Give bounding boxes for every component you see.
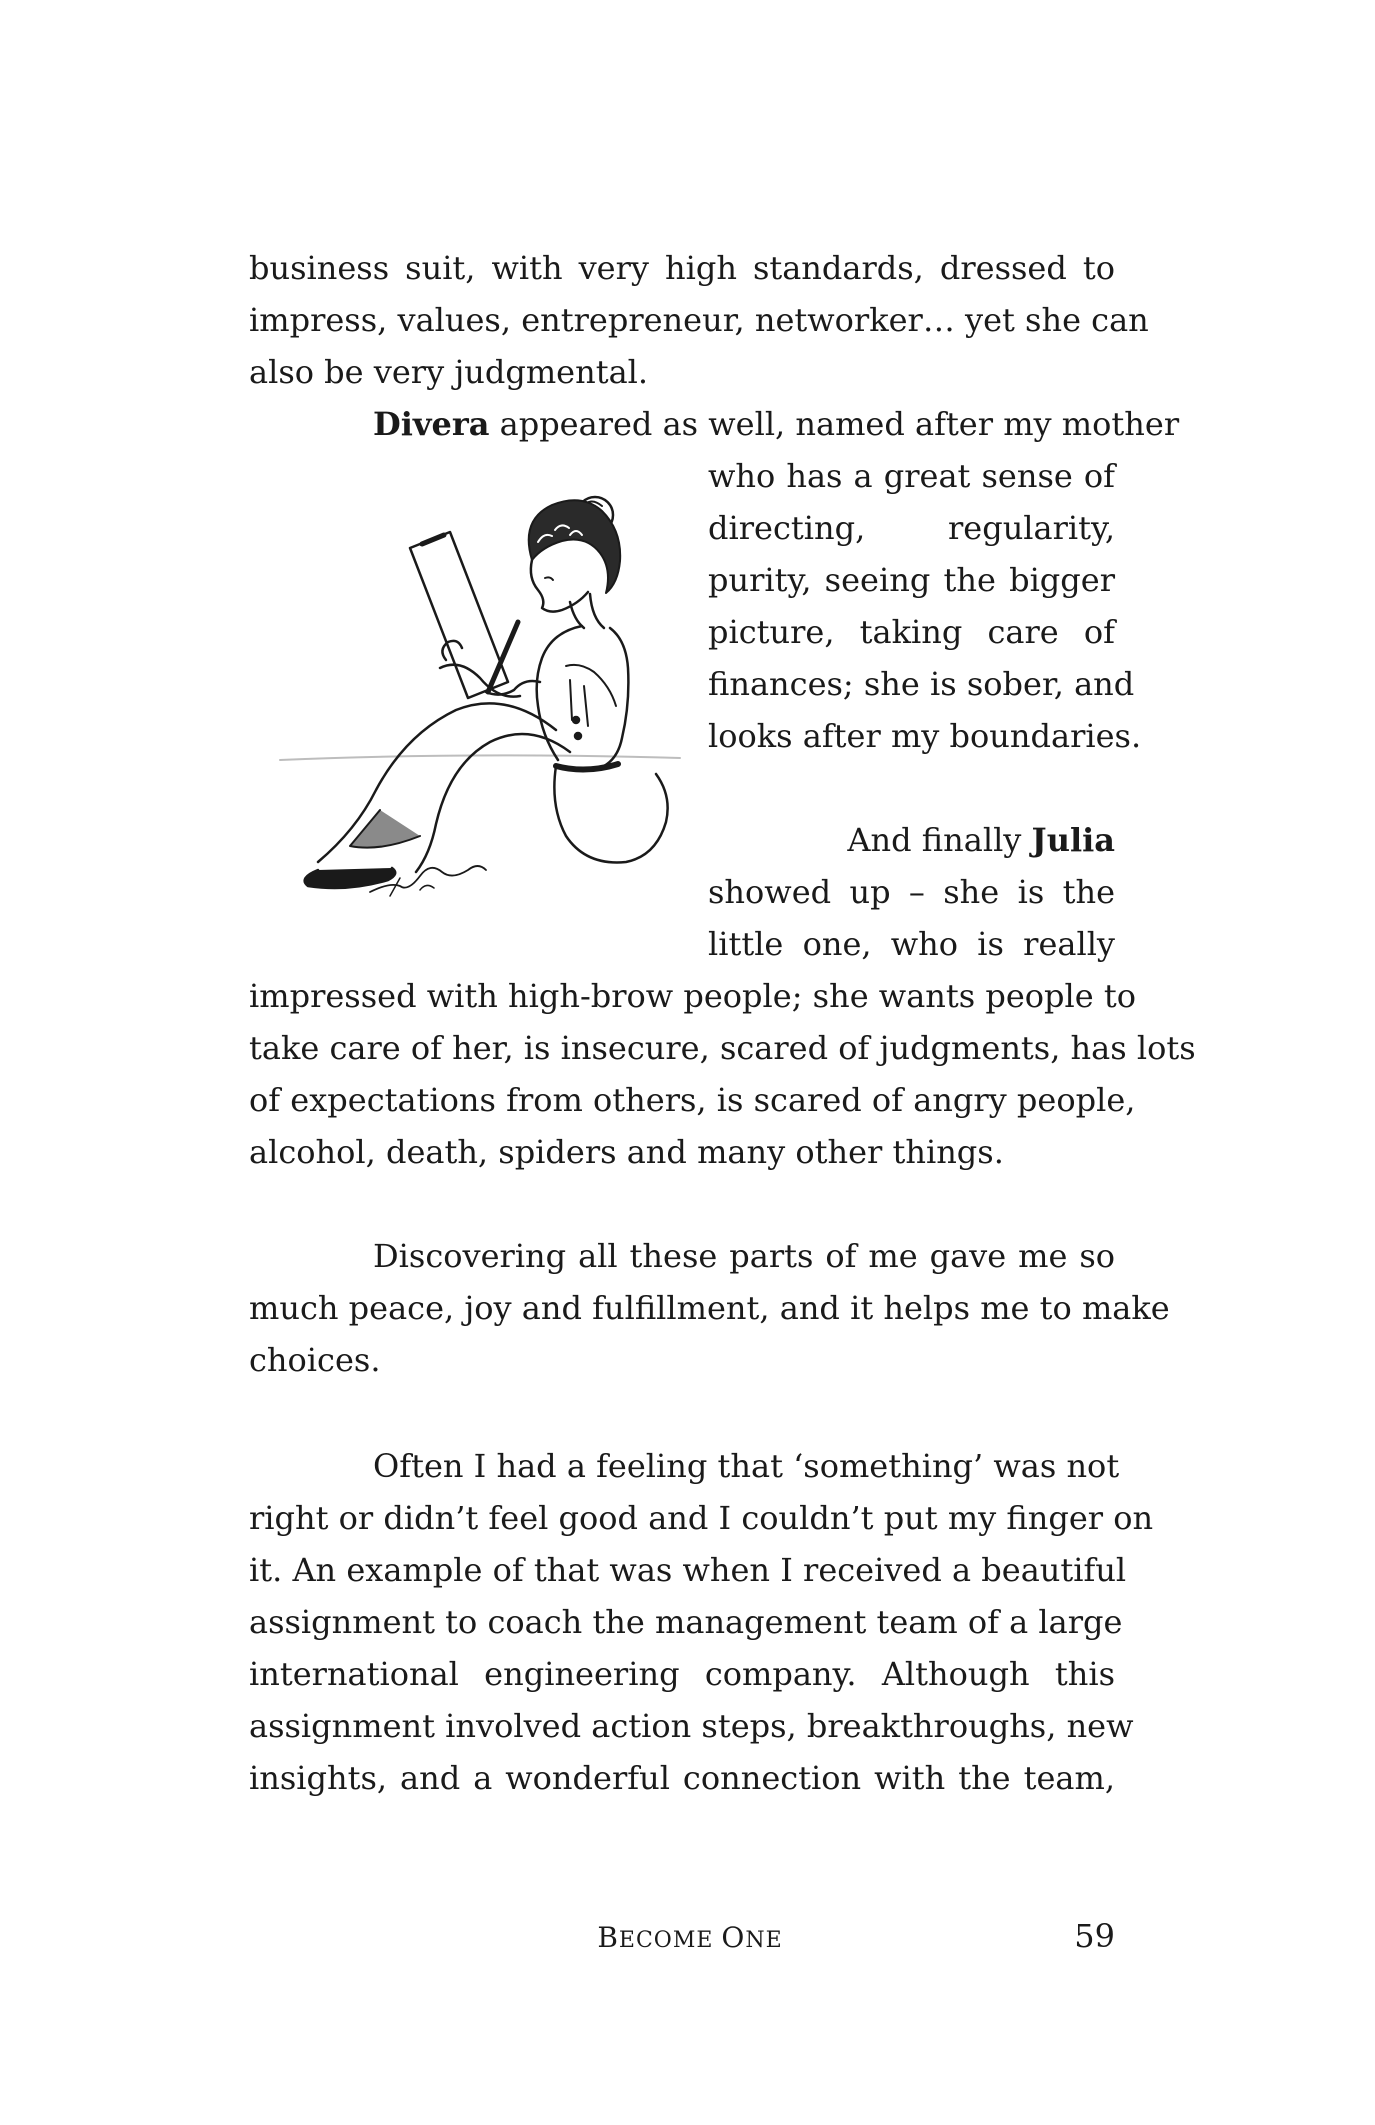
text-line: it. An example of that was when I received a beautiful (249, 1551, 1127, 1589)
text-line: much peace, joy and fulfillment, and it helps me to make (249, 1289, 1170, 1327)
text-fragment: appeared as well, named after my mother (489, 405, 1180, 443)
text-line: directing, regularity, (708, 509, 1115, 547)
text-line: assignment to coach the management team of a large (249, 1603, 1123, 1641)
text-line: insights, and a wonderful connection with the team, (249, 1759, 1115, 1797)
text-line: little one, who is really (708, 925, 1115, 963)
text-line: alcohol, death, spiders and many other things. (249, 1133, 1004, 1171)
character-name-julia: Julia (1031, 821, 1115, 859)
text-line: also be very judgmental. (249, 353, 649, 391)
text-line: of expectations from others, is scared of angry people, (249, 1081, 1136, 1119)
page-number: 59 (1074, 1917, 1115, 1955)
text-line: impressed with high-brow people; she wants people to (249, 977, 1136, 1015)
title-fragment: NE (745, 1928, 783, 1953)
text-line: Often I had a feeling that ‘something’ was not (373, 1447, 1120, 1485)
text-fragment: And finally (847, 821, 1032, 859)
text-line: impress, values, entrepreneur, networker… yet she can (249, 301, 1149, 339)
text-line: take care of her, is insecure, scared of judgments, has lots (249, 1029, 1196, 1067)
text-line (708, 820, 1115, 860)
text-line: Discovering all these parts of me gave me so (373, 1237, 1115, 1275)
title-fragment: ECOME (618, 1928, 722, 1953)
text-line (373, 404, 1180, 444)
woman-reading-illustration (270, 490, 690, 910)
text-line: who has a great sense of (708, 457, 1115, 495)
text-line: showed up – she is the (708, 873, 1115, 911)
text-line: picture, taking care of (708, 613, 1115, 651)
title-fragment: O (721, 1921, 746, 1954)
running-footer-title (520, 1920, 860, 1959)
text-line: looks after my boundaries. (708, 717, 1142, 755)
title-fragment: B (597, 1921, 619, 1954)
text-line: choices. (249, 1341, 381, 1379)
text-line: assignment involved action steps, breakthroughs, new (249, 1707, 1134, 1745)
character-name-divera: Divera (373, 405, 490, 443)
text-line: finances; she is sober, and (708, 665, 1135, 703)
text-line: right or didn’t feel good and I couldn’t put my finger on (249, 1499, 1154, 1537)
text-line: purity, seeing the bigger (708, 561, 1115, 599)
text-line: international engineering company. Although this (249, 1655, 1115, 1693)
text-line: business suit, with very high standards, dressed to (249, 249, 1115, 287)
